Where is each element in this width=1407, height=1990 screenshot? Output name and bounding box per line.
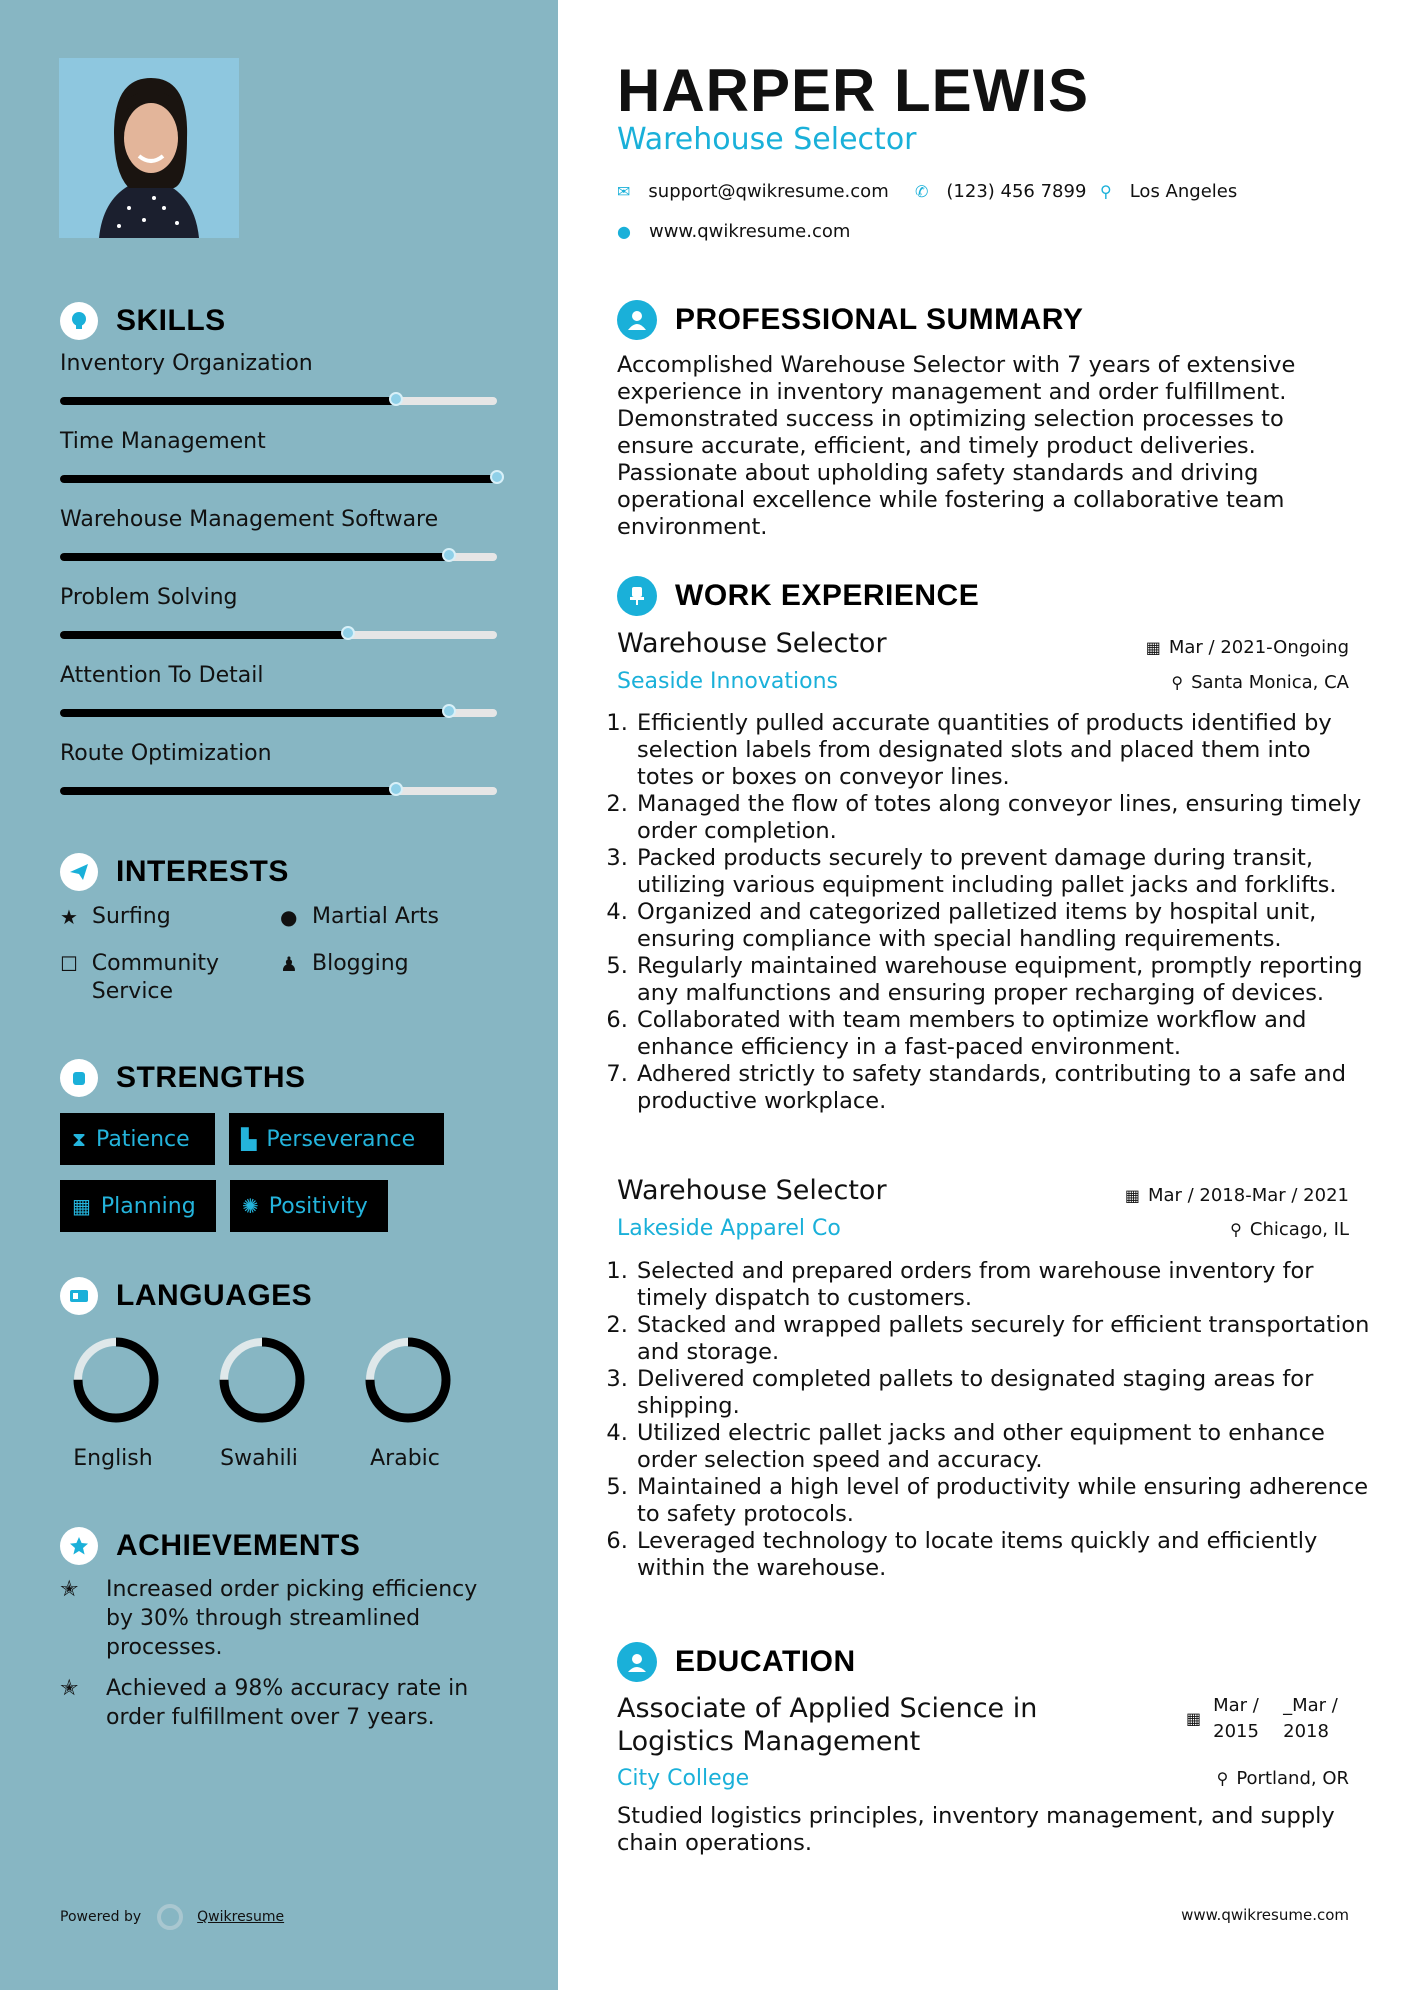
job-dates — [1146, 637, 1349, 658]
strength-badge — [60, 1180, 216, 1232]
phone-icon: ✆ — [915, 182, 929, 201]
language-card-icon — [60, 1277, 98, 1315]
skill-bar — [60, 631, 497, 639]
achievement-item — [60, 1575, 500, 1662]
strength-badge — [230, 1180, 388, 1232]
skill-bar — [60, 397, 497, 405]
end-month: _Mar / — [1283, 1695, 1338, 1716]
users-icon: ♟ — [280, 952, 298, 976]
achievement-item — [60, 1674, 500, 1732]
interests-title: INTERESTS — [116, 855, 289, 888]
language-ring — [66, 1333, 166, 1431]
envelope-icon: ✉ — [617, 182, 631, 201]
calendar-icon: ▦ — [1186, 1709, 1202, 1728]
job-location — [1230, 1219, 1349, 1240]
map-pin-icon: ⚲ — [1100, 182, 1112, 201]
phone-text: (123) 456 7899 — [946, 181, 1087, 202]
experience-title: WORK EXPERIENCE — [675, 579, 980, 612]
job-title: Warehouse Selector — [617, 1175, 887, 1206]
skill-level-knob — [442, 548, 456, 562]
globe-icon: ● — [280, 905, 298, 929]
strength-badge — [60, 1113, 215, 1165]
skill-bar-fill — [60, 475, 497, 483]
duty-item: 5. Regularly maintained warehouse equipment, promptly reporting any malfunctions and ensuring proper recharging of devices. — [635, 953, 1370, 1007]
interest-item — [60, 950, 240, 1006]
skills-heading — [60, 302, 226, 340]
hourglass-icon: ⧗ — [72, 1127, 87, 1151]
strength-badge — [229, 1113, 444, 1165]
start-date — [1213, 1693, 1283, 1745]
website-text[interactable]: www.qwikresume.com — [648, 221, 851, 242]
degree-line-1: Associate of Applied Science in — [617, 1693, 1038, 1724]
strength-label: Patience — [96, 1126, 190, 1152]
duty-item: 2. Stacked and wrapped pallets securely for efficient transportation and storage. — [635, 1312, 1370, 1366]
lightbulb-icon — [60, 302, 98, 340]
interest-label: Community Service — [91, 951, 220, 1004]
degree-title — [617, 1692, 1037, 1758]
language-label: Swahili — [220, 1446, 298, 1471]
duty-item: 2. Managed the flow of totes along conveyor lines, ensuring timely order completion. — [635, 791, 1370, 845]
footer-website[interactable]: www.qwikresume.com — [1181, 1906, 1349, 1924]
job-location-text: Santa Monica, CA — [1191, 672, 1349, 693]
job-company: Seaside Innovations — [617, 669, 838, 694]
interest-label: Surfing — [92, 904, 171, 929]
skill-label: Problem Solving — [60, 585, 238, 610]
duty-item: 5. Maintained a high level of productivity while ensuring adherence to safety protocols. — [635, 1474, 1370, 1528]
skill-level-knob — [442, 704, 456, 718]
strengths-heading — [60, 1059, 306, 1097]
achievement-text: Achieved a 98% accuracy rate in order fulfillment over 7 years. — [106, 1676, 469, 1730]
duty-item: 4. Organized and categorized palletized items by hospital unit, ensuring compliance with special handling requirements. — [635, 899, 1370, 953]
job-duties — [617, 1258, 1370, 1582]
duty-item: 6. Collaborated with team members to optimize workflow and enhance efficiency in a fast-paced environment. — [635, 1007, 1370, 1061]
calendar-icon: ▦ — [72, 1194, 91, 1218]
skill-bar — [60, 787, 497, 795]
brand-link[interactable]: Qwikresume — [197, 1909, 285, 1925]
fist-icon — [60, 1059, 98, 1097]
skill-label: Route Optimization — [60, 741, 272, 766]
job-dates-text: Mar / 2018-Mar / 2021 — [1147, 1185, 1349, 1206]
pin-icon: ⚲ — [1230, 1220, 1242, 1239]
profile-photo — [59, 58, 239, 238]
skill-bar — [60, 475, 497, 483]
skill-label: Warehouse Management Software — [60, 507, 439, 532]
job-dates — [1125, 1185, 1349, 1206]
badge-star-icon — [60, 1527, 98, 1565]
job-location-text: Chicago, IL — [1249, 1219, 1349, 1240]
strength-label: Perseverance — [266, 1126, 416, 1152]
interest-item — [280, 950, 409, 978]
end-date — [1283, 1693, 1353, 1745]
job-company: Lakeside Apparel Co — [617, 1216, 841, 1241]
languages-heading — [60, 1277, 312, 1315]
skill-label: Time Management — [60, 429, 266, 454]
job-title: Warehouse Selector — [617, 628, 887, 659]
skill-bar — [60, 709, 497, 717]
language-ring — [212, 1333, 312, 1431]
star-icon: ★ — [60, 905, 78, 929]
language-ring — [358, 1333, 458, 1431]
job-dates-text: Mar / 2021-Ongoing — [1168, 637, 1349, 658]
job-duties — [617, 710, 1370, 1115]
skill-level-knob — [389, 782, 403, 796]
binoculars-icon: ▙ — [241, 1127, 257, 1151]
language-label: Arabic — [370, 1446, 440, 1471]
calendar-icon: ▦ — [1145, 638, 1161, 657]
end-year: 2018 — [1283, 1721, 1329, 1742]
powered-by-label: Powered by — [60, 1909, 142, 1925]
star-hand-icon: ✭ — [60, 1577, 79, 1602]
achievements-title: ACHIEVEMENTS — [116, 1529, 361, 1562]
contact-location — [1100, 181, 1237, 202]
paper-plane-icon — [60, 853, 98, 891]
summary-title: PROFESSIONAL SUMMARY — [675, 303, 1084, 336]
strengths-title: STRENGTHS — [116, 1061, 306, 1094]
duty-item: 7. Adhered strictly to safety standards, contributing to a safe and productive workplace. — [635, 1061, 1370, 1115]
pin-icon: ⚲ — [1171, 673, 1184, 692]
powered-by — [60, 1904, 284, 1930]
globe-icon: ● — [617, 222, 631, 241]
duty-item: 1. Selected and prepared orders from warehouse inventory for timely dispatch to customers. — [635, 1258, 1370, 1312]
interests-heading — [60, 853, 289, 891]
star-hand-icon: ✭ — [60, 1676, 79, 1701]
skill-bar-fill — [60, 709, 449, 717]
interest-item — [280, 903, 439, 931]
summary-text: Accomplished Warehouse Selector with 7 years of extensive experience in inventory management and order fulfillment. Demonstrated success in optimizing selection processes to ensure accurate, efficient, and timely product deliveries. Passionate about upholding safety standards and driving operational excellence while fostering a collaborative team environment. — [617, 352, 1296, 540]
interest-label: Blogging — [312, 951, 409, 976]
sun-icon: ✺ — [242, 1194, 259, 1218]
office-chair-icon — [617, 576, 657, 616]
skill-bar-fill — [60, 787, 396, 795]
school-location-text: Portland, OR — [1236, 1768, 1349, 1789]
experience-heading — [617, 576, 979, 616]
achievement-text: Increased order picking efficiency by 30% through streamlined processes. — [106, 1577, 478, 1660]
strength-label: Positivity — [268, 1193, 368, 1219]
candidate-name: HARPER LEWIS — [617, 57, 1090, 124]
calendar-icon: ▦ — [1124, 1186, 1140, 1205]
skill-bar-fill — [60, 631, 348, 639]
school-name: City College — [617, 1766, 750, 1791]
start-year: 2015 — [1213, 1721, 1259, 1742]
education-description: Studied logistics principles, inventory management, and supply chain operations. — [617, 1803, 1335, 1856]
duty-item: 3. Packed products securely to prevent damage during transit, utilizing various equipment including pallet jacks and forklifts. — [635, 845, 1370, 899]
email-text[interactable]: support@qwikresume.com — [648, 181, 889, 202]
duty-item: 1. Efficiently pulled accurate quantities of products identified by selection labels from designated slots and placed them into totes or boxes on conveyor lines. — [635, 710, 1370, 791]
pin-icon: ⚲ — [1216, 1769, 1229, 1788]
degree-line-2: Logistics Management — [617, 1726, 921, 1757]
job-location — [1171, 672, 1349, 693]
start-month: Mar / — [1213, 1695, 1259, 1716]
duty-item: 6. Leveraged technology to locate items quickly and efficiently within the warehouse. — [635, 1528, 1370, 1582]
qwikresume-logo-icon — [157, 1904, 183, 1930]
contact-website — [617, 221, 850, 242]
education-dates — [1186, 1693, 1353, 1745]
contact-email — [617, 181, 889, 202]
achievements-heading — [60, 1527, 360, 1565]
graduate-icon — [617, 1642, 657, 1682]
education-title: EDUCATION — [675, 1645, 856, 1678]
skill-label: Attention To Detail — [60, 663, 264, 688]
strength-label: Planning — [100, 1193, 196, 1219]
skill-bar-fill — [60, 553, 449, 561]
skill-bar — [60, 553, 497, 561]
languages-title: LANGUAGES — [116, 1279, 313, 1312]
language-label: English — [73, 1446, 153, 1471]
candidate-title: Warehouse Selector — [617, 122, 917, 157]
interest-item — [60, 903, 171, 931]
skill-level-knob — [490, 470, 504, 484]
skill-level-knob — [389, 392, 403, 406]
skills-title: SKILLS — [116, 304, 226, 337]
duty-item: 4. Utilized electric pallet jacks and other equipment to enhance order selection speed and accuracy. — [635, 1420, 1370, 1474]
location-text: Los Angeles — [1129, 181, 1238, 202]
duty-item: 3. Delivered completed pallets to designated staging areas for shipping. — [635, 1366, 1370, 1420]
interest-label: Martial Arts — [312, 904, 440, 929]
skill-label: Inventory Organization — [60, 351, 313, 376]
school-location — [1217, 1768, 1349, 1789]
skill-bar-fill — [60, 397, 396, 405]
hand-icon: ☐ — [60, 952, 78, 976]
summary-heading — [617, 300, 1083, 340]
skill-level-knob — [341, 626, 355, 640]
user-icon — [617, 300, 657, 340]
contact-phone — [915, 181, 1086, 202]
education-heading — [617, 1642, 856, 1682]
